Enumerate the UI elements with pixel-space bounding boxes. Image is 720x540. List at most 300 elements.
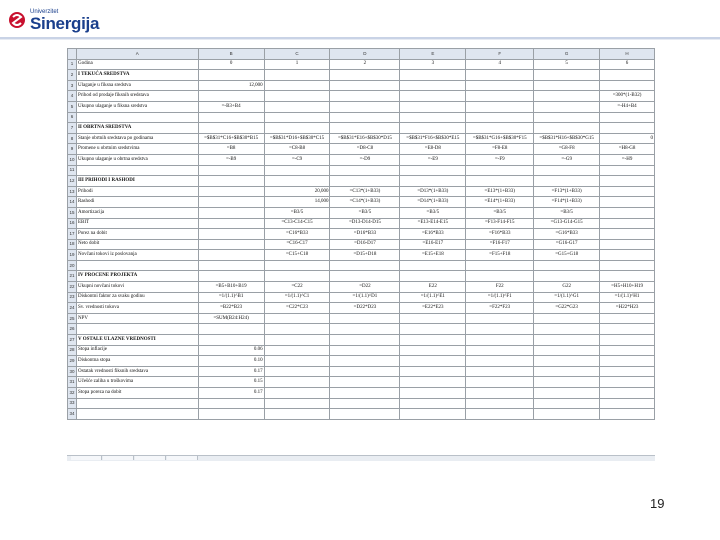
sheet-cell[interactable]: 2 <box>330 59 400 70</box>
sheet-cell[interactable]: =$B$31*H16+$B$30*G15 <box>534 133 600 144</box>
sheet-cell[interactable] <box>400 112 466 123</box>
sheet-cell[interactable]: Neto dobit <box>76 239 198 250</box>
sheet-cell[interactable] <box>330 123 400 134</box>
sheet-cell[interactable]: Novčani tokovi iz poslovanja <box>76 250 198 261</box>
sheet-cell[interactable]: =D22 <box>330 282 400 293</box>
sheet-cell[interactable]: Porez na dobit <box>76 229 198 240</box>
sheet-cell[interactable]: Rashodi <box>76 197 198 208</box>
sheet-cell[interactable] <box>330 80 400 91</box>
sheet-cell[interactable]: Ukupno ulaganje u obrtna sredstva <box>76 154 198 165</box>
row-number[interactable]: 21 <box>68 271 77 282</box>
row-number[interactable]: 24 <box>68 303 77 314</box>
sheet-cell[interactable] <box>264 345 330 356</box>
sheet-cell[interactable]: II OBRTNA SREDSTVA <box>76 123 198 134</box>
sheet-cell[interactable] <box>198 165 264 176</box>
sheet-cell[interactable] <box>198 123 264 134</box>
sheet-cell[interactable]: =C22*C23 <box>264 303 330 314</box>
sheet-cell[interactable]: =F15+F18 <box>466 250 534 261</box>
sheet-cell[interactable]: =G22*G23 <box>534 303 600 314</box>
sheet-cell[interactable] <box>466 335 534 346</box>
sheet-cell[interactable] <box>400 388 466 399</box>
sheet-cell[interactable] <box>330 409 400 420</box>
sheet-cell[interactable] <box>534 70 600 81</box>
sheet-cell[interactable] <box>198 271 264 282</box>
row-number[interactable]: 6 <box>68 112 77 123</box>
sheet-cell[interactable] <box>330 356 400 367</box>
sheet-cell[interactable] <box>264 409 330 420</box>
column-header[interactable]: E <box>400 49 466 60</box>
row-number[interactable]: 3 <box>68 80 77 91</box>
sheet-cell[interactable] <box>400 345 466 356</box>
row-number[interactable]: 29 <box>68 356 77 367</box>
sheet-cell[interactable] <box>600 112 655 123</box>
sheet-cell[interactable]: 0.10 <box>198 356 264 367</box>
sheet-cell[interactable] <box>330 313 400 324</box>
column-header[interactable]: F <box>466 49 534 60</box>
sheet-cell[interactable] <box>76 112 198 123</box>
sheet-cell[interactable]: =B3/5 <box>534 207 600 218</box>
sheet-cell[interactable]: Ostatak vrednosti fiksnih sredstava <box>76 366 198 377</box>
row-number[interactable]: 7 <box>68 123 77 134</box>
sheet-cell[interactable] <box>400 70 466 81</box>
sheet-cell[interactable]: =C13*(1+B33) <box>330 186 400 197</box>
sheet-cell[interactable] <box>330 366 400 377</box>
sheet-cell[interactable]: 6 <box>600 59 655 70</box>
sheet-cell[interactable] <box>264 70 330 81</box>
sheet-cell[interactable] <box>330 388 400 399</box>
sheet-cell[interactable] <box>264 101 330 112</box>
sheet-cell[interactable]: =-H4+B4 <box>600 101 655 112</box>
sheet-cell[interactable]: =1/(1.1)^B1 <box>198 292 264 303</box>
sheet-cell[interactable] <box>600 80 655 91</box>
sheet-cell[interactable] <box>600 176 655 187</box>
sheet-cell[interactable] <box>600 324 655 335</box>
sheet-cell[interactable] <box>534 176 600 187</box>
row-number[interactable]: 17 <box>68 229 77 240</box>
sheet-cell[interactable] <box>534 377 600 388</box>
sheet-cell[interactable]: 0 <box>600 133 655 144</box>
sheet-cell[interactable] <box>466 176 534 187</box>
sheet-cell[interactable]: =F16-F17 <box>466 239 534 250</box>
row-number[interactable]: 20 <box>68 260 77 271</box>
sheet-cell[interactable] <box>198 207 264 218</box>
sheet-cell[interactable] <box>76 324 198 335</box>
sheet-cell[interactable] <box>330 324 400 335</box>
sheet-cell[interactable] <box>534 313 600 324</box>
sheet-cell[interactable]: =C13-C14-C15 <box>264 218 330 229</box>
sheet-cell[interactable]: NPV <box>76 313 198 324</box>
sheet-cell[interactable] <box>264 313 330 324</box>
sheet-cell[interactable]: =H8-G8 <box>600 144 655 155</box>
sheet-tab[interactable] <box>103 456 134 460</box>
sheet-cell[interactable] <box>600 398 655 409</box>
sheet-tab[interactable] <box>135 456 166 460</box>
sheet-cell[interactable]: =-E9 <box>400 154 466 165</box>
sheet-cell[interactable] <box>534 388 600 399</box>
sheet-cell[interactable] <box>466 366 534 377</box>
sheet-cell[interactable] <box>600 409 655 420</box>
sheet-cell[interactable]: E22 <box>400 282 466 293</box>
sheet-cell[interactable] <box>466 91 534 102</box>
row-number[interactable]: 16 <box>68 218 77 229</box>
sheet-cell[interactable]: =F22*F23 <box>466 303 534 314</box>
sheet-cell[interactable] <box>198 91 264 102</box>
sheet-cell[interactable] <box>264 80 330 91</box>
row-number[interactable]: 26 <box>68 324 77 335</box>
sheet-cell[interactable] <box>198 398 264 409</box>
sheet-cell[interactable] <box>400 176 466 187</box>
sheet-cell[interactable]: Prihodi <box>76 186 198 197</box>
sheet-cell[interactable] <box>534 101 600 112</box>
sheet-cell[interactable]: =1/(1.1)^H1 <box>600 292 655 303</box>
sheet-cell[interactable]: =B3/5 <box>466 207 534 218</box>
sheet-cell[interactable]: =-C9 <box>264 154 330 165</box>
sheet-cell[interactable] <box>534 345 600 356</box>
row-number[interactable]: 5 <box>68 101 77 112</box>
row-number[interactable]: 28 <box>68 345 77 356</box>
sheet-cell[interactable]: =$B$31*C16+$B$30*B15 <box>198 133 264 144</box>
sheet-cell[interactable] <box>198 186 264 197</box>
sheet-cell[interactable]: =$B$31*G16+$B$30*F15 <box>466 133 534 144</box>
sheet-cell[interactable]: =E15+E18 <box>400 250 466 261</box>
sheet-cell[interactable] <box>600 165 655 176</box>
sheet-cell[interactable]: Stopa poreza na dobit <box>76 388 198 399</box>
sheet-cell[interactable] <box>330 271 400 282</box>
sheet-cell[interactable] <box>198 260 264 271</box>
sheet-cell[interactable]: =D22*D23 <box>330 303 400 314</box>
sheet-cell[interactable] <box>264 377 330 388</box>
sheet-cell[interactable]: =-F9 <box>466 154 534 165</box>
sheet-cell[interactable]: =C14*(1+B33) <box>330 197 400 208</box>
row-number[interactable]: 14 <box>68 197 77 208</box>
row-number[interactable]: 10 <box>68 154 77 165</box>
sheet-cell[interactable] <box>400 123 466 134</box>
sheet-cell[interactable]: =1/(1.1)^D1 <box>330 292 400 303</box>
sheet-cell[interactable]: 4 <box>466 59 534 70</box>
sheet-cell[interactable]: Diskontna stopa <box>76 356 198 367</box>
sheet-cell[interactable]: V OSTALE ULAZNE VREDNOSTI <box>76 335 198 346</box>
sheet-cell[interactable]: =E16-E17 <box>400 239 466 250</box>
sheet-cell[interactable]: =D14*(1+B33) <box>400 197 466 208</box>
sheet-cell[interactable] <box>466 101 534 112</box>
sheet-cell[interactable]: =D13*(1+B33) <box>400 186 466 197</box>
sheet-cell[interactable] <box>600 70 655 81</box>
column-header[interactable] <box>68 49 77 60</box>
sheet-cell[interactable] <box>600 271 655 282</box>
sheet-cell[interactable]: =F13-F14-F15 <box>466 218 534 229</box>
sheet-cell[interactable] <box>330 345 400 356</box>
sheet-cell[interactable] <box>400 165 466 176</box>
sheet-cell[interactable] <box>330 101 400 112</box>
sheet-cell[interactable]: Stanje obrtnih sredstava po godinama <box>76 133 198 144</box>
sheet-cell[interactable]: =D15+D18 <box>330 250 400 261</box>
sheet-cell[interactable] <box>198 70 264 81</box>
sheet-cell[interactable] <box>534 260 600 271</box>
sheet-cell[interactable] <box>466 388 534 399</box>
sheet-cell[interactable]: =F13*(1+B33) <box>534 186 600 197</box>
sheet-cell[interactable]: EBIT <box>76 218 198 229</box>
sheet-cell[interactable]: =G16-G17 <box>534 239 600 250</box>
sheet-cell[interactable] <box>400 260 466 271</box>
sheet-cell[interactable]: =C16-C17 <box>264 239 330 250</box>
sheet-cell[interactable]: IV PROCENE PROJEKTA <box>76 271 198 282</box>
sheet-cell[interactable] <box>600 218 655 229</box>
sheet-cell[interactable]: =1/(1.1)^F1 <box>466 292 534 303</box>
row-number[interactable]: 11 <box>68 165 77 176</box>
sheet-cell[interactable]: =C8-B8 <box>264 144 330 155</box>
sheet-cell[interactable] <box>534 356 600 367</box>
sheet-cell[interactable]: F22 <box>466 282 534 293</box>
sheet-cell[interactable] <box>600 388 655 399</box>
sheet-cell[interactable]: =E13*(1+B33) <box>466 186 534 197</box>
sheet-cell[interactable] <box>534 409 600 420</box>
sheet-cell[interactable] <box>198 250 264 261</box>
sheet-cell[interactable] <box>534 324 600 335</box>
sheet-cell[interactable] <box>466 260 534 271</box>
sheet-cell[interactable] <box>264 112 330 123</box>
sheet-cell[interactable] <box>600 335 655 346</box>
sheet-cell[interactable]: =G16*B33 <box>534 229 600 240</box>
column-header[interactable]: B <box>198 49 264 60</box>
row-number[interactable]: 33 <box>68 398 77 409</box>
sheet-cell[interactable] <box>76 260 198 271</box>
sheet-cell[interactable]: Godina <box>76 59 198 70</box>
row-number[interactable]: 23 <box>68 292 77 303</box>
sheet-cell[interactable] <box>466 70 534 81</box>
sheet-cell[interactable] <box>198 335 264 346</box>
sheet-cell[interactable] <box>466 80 534 91</box>
sheet-cell[interactable] <box>330 176 400 187</box>
sheet-cell[interactable] <box>466 377 534 388</box>
sheet-cell[interactable] <box>400 398 466 409</box>
sheet-cell[interactable] <box>198 409 264 420</box>
sheet-cell[interactable] <box>198 239 264 250</box>
sheet-cell[interactable] <box>330 335 400 346</box>
sheet-cell[interactable]: =E22*E23 <box>400 303 466 314</box>
sheet-cell[interactable] <box>400 91 466 102</box>
sheet-cell[interactable] <box>400 409 466 420</box>
sheet-cell[interactable] <box>600 207 655 218</box>
sheet-cell[interactable]: Učešće zaliha u troškovima <box>76 377 198 388</box>
sheet-cell[interactable]: =E8-D8 <box>400 144 466 155</box>
sheet-cell[interactable]: =D16*B33 <box>330 229 400 240</box>
sheet-cell[interactable] <box>534 112 600 123</box>
sheet-cell[interactable]: =D16-D17 <box>330 239 400 250</box>
sheet-cell[interactable]: Sv. vrednosti tokova <box>76 303 198 314</box>
column-header[interactable]: D <box>330 49 400 60</box>
sheet-cell[interactable] <box>198 324 264 335</box>
sheet-cell[interactable]: Amortizacija <box>76 207 198 218</box>
row-number[interactable]: 31 <box>68 377 77 388</box>
sheet-cell[interactable] <box>466 313 534 324</box>
sheet-cell[interactable] <box>600 366 655 377</box>
sheet-cell[interactable]: =-B3+B4 <box>198 101 264 112</box>
sheet-cell[interactable]: 5 <box>534 59 600 70</box>
sheet-cell[interactable]: =$B$31*E16+$B$30*D15 <box>330 133 400 144</box>
sheet-cell[interactable] <box>264 123 330 134</box>
sheet-cell[interactable] <box>264 366 330 377</box>
sheet-cell[interactable]: Prihod od prodaje fiksnih sredstava <box>76 91 198 102</box>
sheet-cell[interactable] <box>466 324 534 335</box>
row-number[interactable]: 32 <box>68 388 77 399</box>
sheet-cell[interactable] <box>264 271 330 282</box>
sheet-cell[interactable]: 0 <box>198 59 264 70</box>
sheet-cell[interactable] <box>534 123 600 134</box>
sheet-cell[interactable] <box>466 271 534 282</box>
sheet-cell[interactable] <box>600 197 655 208</box>
column-header[interactable]: G <box>534 49 600 60</box>
sheet-cell[interactable]: 20,000 <box>264 186 330 197</box>
sheet-cell[interactable] <box>76 398 198 409</box>
sheet-cell[interactable]: =C22 <box>264 282 330 293</box>
sheet-cell[interactable] <box>400 356 466 367</box>
sheet-cell[interactable]: =$B$31*F16+$B$30*E15 <box>400 133 466 144</box>
sheet-cell[interactable]: =G15+G18 <box>534 250 600 261</box>
sheet-cell[interactable] <box>600 186 655 197</box>
row-number[interactable]: 18 <box>68 239 77 250</box>
sheet-cell[interactable]: Diskontni faktor za svaku godinu <box>76 292 198 303</box>
sheet-cell[interactable] <box>330 165 400 176</box>
sheet-cell[interactable] <box>466 345 534 356</box>
sheet-cell[interactable]: G22 <box>534 282 600 293</box>
sheet-cell[interactable]: =C15+C18 <box>264 250 330 261</box>
sheet-cell[interactable]: =1/(1.1)^E1 <box>400 292 466 303</box>
sheet-cell[interactable]: =1/(1.1)^G1 <box>534 292 600 303</box>
sheet-cell[interactable] <box>600 123 655 134</box>
sheet-cell[interactable]: 14,000 <box>264 197 330 208</box>
row-number[interactable]: 4 <box>68 91 77 102</box>
sheet-cell[interactable] <box>600 377 655 388</box>
sheet-cell[interactable]: Stopa inflacije <box>76 345 198 356</box>
sheet-cell[interactable] <box>330 377 400 388</box>
sheet-cell[interactable] <box>466 165 534 176</box>
sheet-cell[interactable]: Promene u obrtnim sredstvima <box>76 144 198 155</box>
sheet-cell[interactable] <box>198 218 264 229</box>
sheet-cell[interactable] <box>76 165 198 176</box>
sheet-cell[interactable]: =H22*H23 <box>600 303 655 314</box>
sheet-cell[interactable]: =-D9 <box>330 154 400 165</box>
sheet-cell[interactable]: =$B$31*D16+$B$30*C15 <box>264 133 330 144</box>
sheet-cell[interactable] <box>400 80 466 91</box>
sheet-cell[interactable] <box>466 123 534 134</box>
row-number[interactable]: 2 <box>68 70 77 81</box>
sheet-cell[interactable]: =E16*B33 <box>400 229 466 240</box>
sheet-cell[interactable]: =B8 <box>198 144 264 155</box>
sheet-cell[interactable] <box>466 356 534 367</box>
sheet-cell[interactable]: Ukupni novčani tokovi <box>76 282 198 293</box>
sheet-cell[interactable]: =D8-C8 <box>330 144 400 155</box>
sheet-cell[interactable] <box>264 165 330 176</box>
sheet-cell[interactable] <box>198 229 264 240</box>
sheet-cell[interactable] <box>534 80 600 91</box>
sheet-cell[interactable]: 0.15 <box>198 377 264 388</box>
sheet-cell[interactable] <box>534 398 600 409</box>
sheet-cell[interactable] <box>534 165 600 176</box>
row-number[interactable]: 1 <box>68 59 77 70</box>
sheet-cell[interactable]: =-B9 <box>198 154 264 165</box>
sheet-cell[interactable] <box>330 91 400 102</box>
sheet-cell[interactable] <box>400 101 466 112</box>
sheet-cell[interactable]: =F8-E8 <box>466 144 534 155</box>
sheet-tab[interactable] <box>71 456 102 460</box>
sheet-cell[interactable]: =E14*(1+B33) <box>466 197 534 208</box>
sheet-cell[interactable] <box>400 271 466 282</box>
sheet-cell[interactable]: 3 <box>400 59 466 70</box>
sheet-cell[interactable] <box>264 398 330 409</box>
sheet-cell[interactable] <box>534 366 600 377</box>
sheet-cell[interactable]: =B3/5 <box>330 207 400 218</box>
sheet-cell[interactable]: =1/(1.1)^C1 <box>264 292 330 303</box>
sheet-cell[interactable]: =B22*B23 <box>198 303 264 314</box>
sheet-cell[interactable]: =G8-F8 <box>534 144 600 155</box>
sheet-tab[interactable] <box>167 456 198 460</box>
sheet-cell[interactable]: =B3/5 <box>264 207 330 218</box>
sheet-cell[interactable] <box>600 229 655 240</box>
sheet-cell[interactable] <box>264 176 330 187</box>
sheet-cell[interactable] <box>600 356 655 367</box>
sheet-cell[interactable]: =-G9 <box>534 154 600 165</box>
column-header[interactable]: H <box>600 49 655 60</box>
sheet-cell[interactable] <box>400 377 466 388</box>
row-number[interactable]: 19 <box>68 250 77 261</box>
sheet-cell[interactable] <box>264 260 330 271</box>
sheet-cell[interactable] <box>264 91 330 102</box>
sheet-cell[interactable]: =F14*(1+B33) <box>534 197 600 208</box>
sheet-cell[interactable]: =300*(1-B32) <box>600 91 655 102</box>
sheet-cell[interactable]: =G13-G14-G15 <box>534 218 600 229</box>
sheet-cell[interactable] <box>76 409 198 420</box>
sheet-cell[interactable] <box>198 197 264 208</box>
sheet-cell[interactable]: 12,000 <box>198 80 264 91</box>
sheet-cell[interactable] <box>330 260 400 271</box>
sheet-cell[interactable] <box>600 239 655 250</box>
row-number[interactable]: 25 <box>68 313 77 324</box>
sheet-cell[interactable]: 0.17 <box>198 366 264 377</box>
sheet-cell[interactable]: =B5+B10+B19 <box>198 282 264 293</box>
sheet-cell[interactable]: Ukupno ulaganje u fiksna sredstva <box>76 101 198 112</box>
sheet-cell[interactable] <box>330 398 400 409</box>
sheet-cell[interactable]: 0.17 <box>198 388 264 399</box>
sheet-cell[interactable] <box>330 70 400 81</box>
sheet-cell[interactable] <box>600 345 655 356</box>
sheet-cell[interactable]: I TEKUĆA SREDSTVA <box>76 70 198 81</box>
sheet-cell[interactable]: =F16*B33 <box>466 229 534 240</box>
sheet-cell[interactable] <box>264 335 330 346</box>
row-number[interactable]: 9 <box>68 144 77 155</box>
column-header[interactable]: A <box>76 49 198 60</box>
row-number[interactable]: 15 <box>68 207 77 218</box>
sheet-cell[interactable] <box>600 260 655 271</box>
sheet-cell[interactable]: =-H9 <box>600 154 655 165</box>
sheet-cell[interactable]: =E13-E14-E15 <box>400 218 466 229</box>
sheet-cell[interactable]: 0.06 <box>198 345 264 356</box>
sheet-cell[interactable] <box>466 409 534 420</box>
row-number[interactable]: 12 <box>68 176 77 187</box>
row-number[interactable]: 27 <box>68 335 77 346</box>
sheet-cell[interactable]: =SUM(B24:H24) <box>198 313 264 324</box>
sheet-cell[interactable]: =H5+H10+H19 <box>600 282 655 293</box>
sheet-cell[interactable] <box>198 112 264 123</box>
sheet-cell[interactable] <box>400 324 466 335</box>
sheet-cell[interactable] <box>400 335 466 346</box>
sheet-cell[interactable] <box>534 91 600 102</box>
sheet-cell[interactable] <box>534 335 600 346</box>
sheet-cell[interactable] <box>400 313 466 324</box>
sheet-cell[interactable] <box>534 271 600 282</box>
row-number[interactable]: 34 <box>68 409 77 420</box>
row-number[interactable]: 22 <box>68 282 77 293</box>
sheet-cell[interactable]: =C16*B33 <box>264 229 330 240</box>
